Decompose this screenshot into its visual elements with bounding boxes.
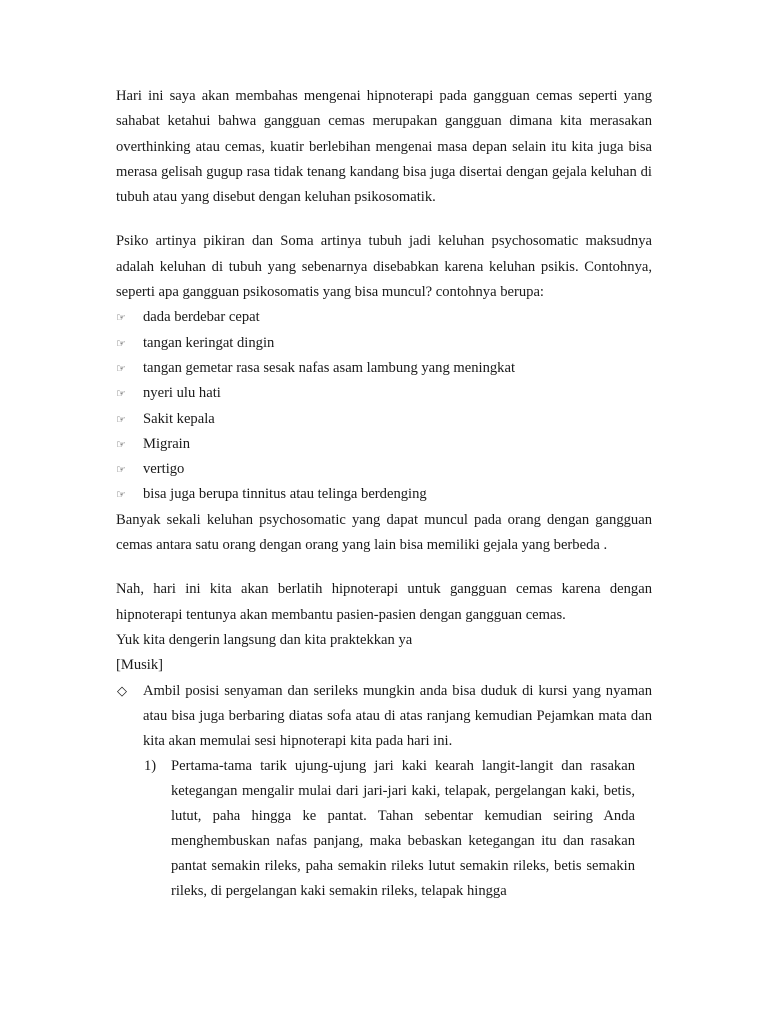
pointing-hand-icon: ☞ (116, 311, 126, 325)
list-item: ☞ dada berdebar cepat (116, 305, 652, 330)
step-item (116, 754, 635, 904)
pointing-hand-icon: ☞ (116, 437, 126, 451)
pointing-hand-icon: ☞ (116, 488, 126, 502)
paragraph-gap (116, 558, 652, 577)
list-item: ☞ nyeri ulu hati (116, 381, 652, 406)
instruction-item (116, 679, 652, 755)
list-item: ☞ vertigo (116, 457, 652, 482)
list-item: ☞ tangan gemetar rasa sesak nafas asam lambung yang meningkat (116, 356, 652, 381)
list-item: ☞ tangan keringat dingin (116, 331, 652, 356)
section2-line-1: Yuk kita dengerin langsung dan kita praktekkan ya (116, 631, 413, 648)
pointing-hand-icon: ☞ (116, 336, 126, 350)
paragraph-gap (116, 210, 652, 229)
pointing-hand-icon: ☞ (116, 463, 126, 477)
section2-paragraph: Nah, hari ini kita akan berlatih hipnoterapi untuk gangguan cemas karena dengan hipnoterapi tentunya akan membantu pasien-pasien dengan gangguan cemas. (116, 581, 652, 623)
pointing-hand-icon: ☞ (116, 387, 126, 401)
step-text: Pertama-tama tarik ujung-ujung jari kaki kearah langit-langit dan rasakan ketegangan mengalir mulai dari jari-jari kaki, telapak, pergelangan kaki, betis, lutut, paha hingga ke pantat. Tahan sebentar kemudian seiring Anda menghembuskan nafas panjang, maka bebaskan ketegangan itu dan rasakan pantat semakin rileks, paha semakin rileks lutut semakin rileks, betis semakin rileks, di pergelangan kaki semakin rileks, telapak hingga (171, 758, 635, 900)
list-item: ☞ Sakit kepala (116, 407, 652, 432)
list-item: ☞ Migrain (116, 432, 652, 457)
document-page (116, 84, 652, 904)
list-item: ☞ bisa juga berupa tinnitus atau telinga berdenging (116, 482, 652, 507)
pointing-hand-icon: ☞ (116, 412, 126, 426)
diamond-icon: ◇ (117, 683, 127, 699)
pointing-hand-icon: ☞ (116, 361, 126, 375)
instruction-text: Ambil posisi senyaman dan serileks mungkin anda bisa duduk di kursi yang nyaman atau bisa juga berbaring diatas sofa atau di atas ranjang kemudian Pejamkan mata dan kita akan memulai sesi hipnoterapi kita pada hari ini. (143, 682, 652, 750)
step-number: 1) (144, 758, 157, 775)
section2-line-2: [Musik] (116, 657, 164, 674)
symptom-list (116, 305, 652, 507)
after-list-paragraph: Banyak sekali keluhan psychosomatic yang dapat muncul pada orang dengan gangguan cemas antara satu orang dengan orang yang lain bisa memiliki gejala yang berbeda . (116, 511, 652, 554)
intro-paragraph-1: Hari ini saya akan membahas mengenai hipnoterapi pada gangguan cemas seperti yang sahabat ketahui bahwa gangguan cemas merupakan gangguan dimana kita merasakan overthinking atau cemas, kuatir berlebihan mengenai masa depan selain itu kita juga bisa merasa gelisah gugup rasa tidak tenang kandang bisa juga disertai dengan gejala keluhan di tubuh atau yang disebut dengan keluhan psikosomatik. (116, 88, 652, 206)
intro-paragraph-2: Psiko artinya pikiran dan Soma artinya tubuh jadi keluhan psychosomatic maksudnya adalah keluhan di tubuh yang sebenarnya disebabkan karena keluhan psikis. Contohnya, seperti apa gangguan psikosomatis yang bisa muncul? contohnya berupa: (116, 233, 652, 301)
